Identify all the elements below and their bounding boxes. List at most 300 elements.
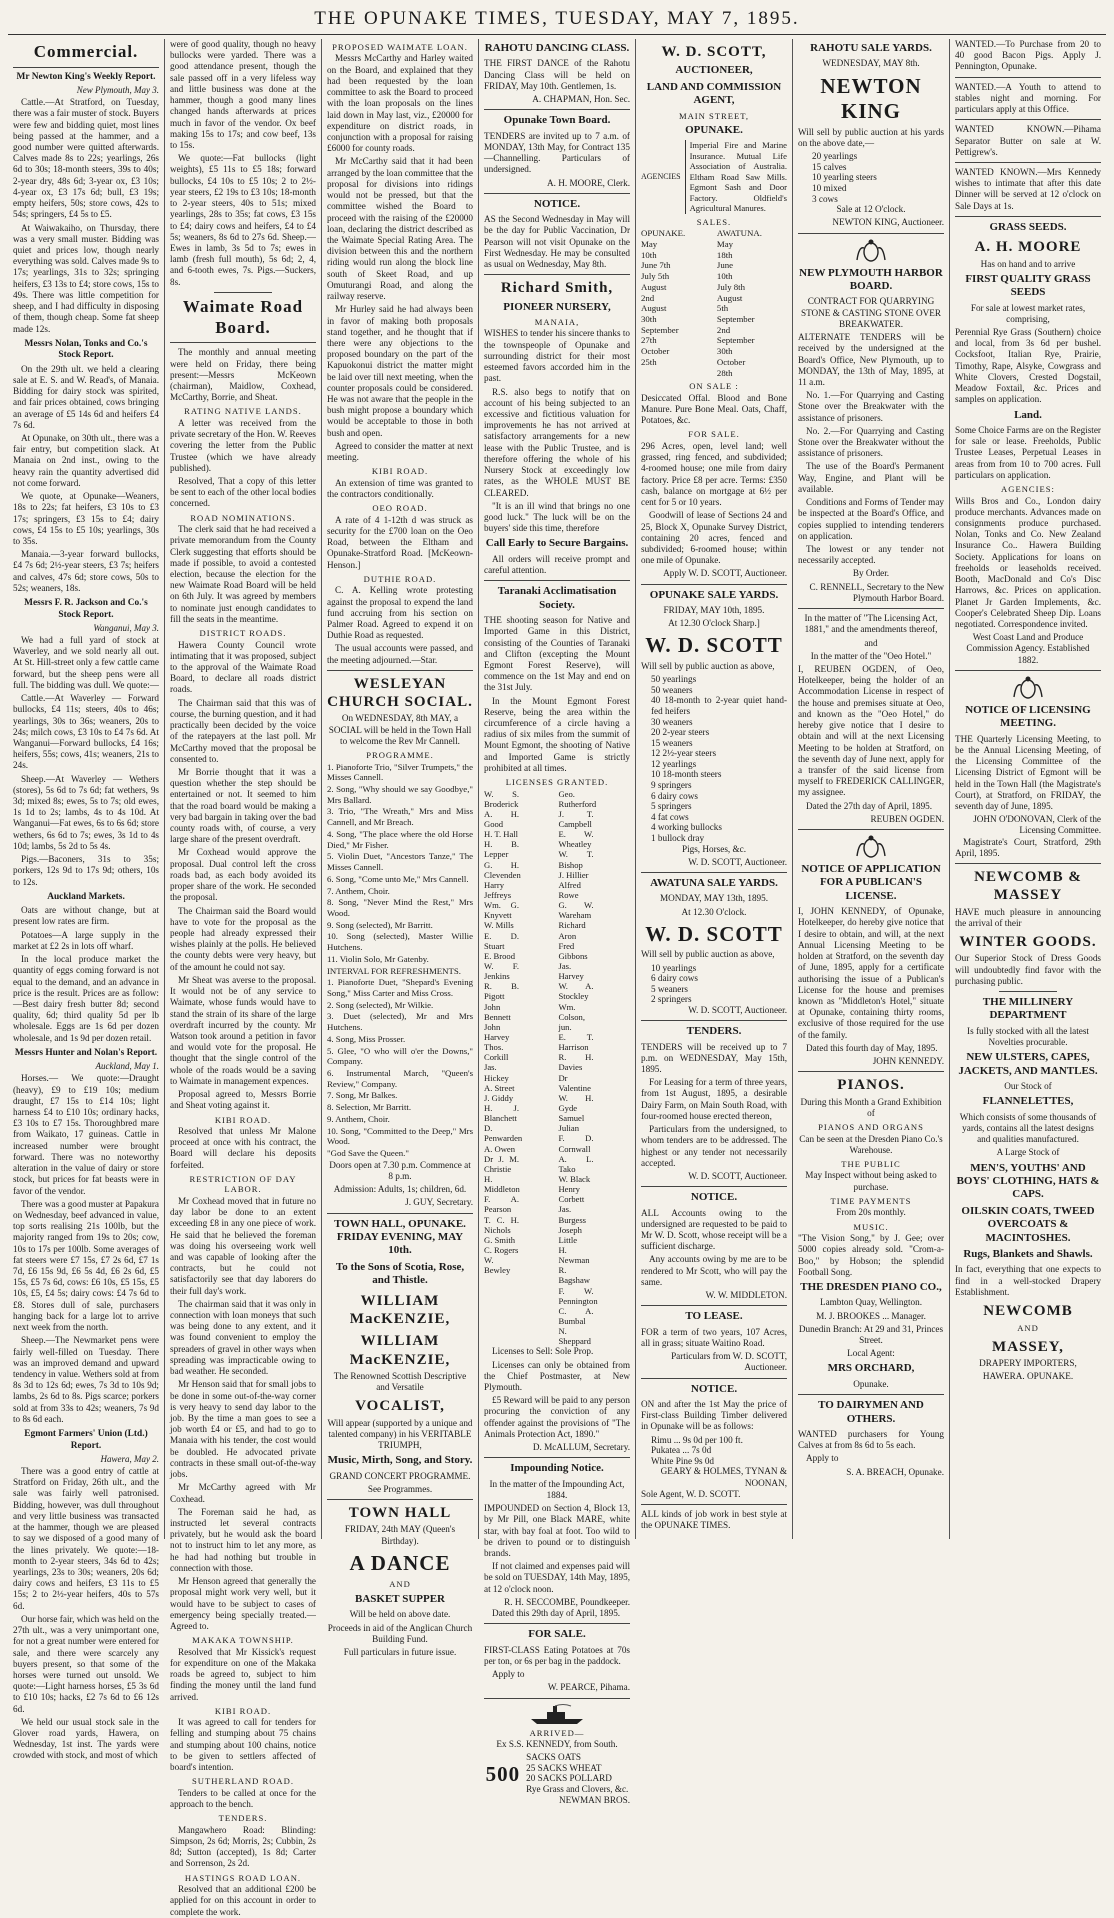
programme-item: 8. Song, "Never Mind the Rest," Mrs Wood. [327, 897, 473, 918]
ad-heading-rahotu-sale-yards: RAHOTU SALE YARDS. [810, 42, 932, 54]
sale-date: June 7th [641, 260, 671, 271]
sale-date: September 27th [641, 324, 679, 346]
article-paragraph: Mr Henson said that for small jobs to be done in some out-of-the-way corner is very heavy to send day labor to the job. By the time a man goes to see a job worth £4 or £5, and had to go to Manaia with his tender, the cost would be doubled. He advocated private contracts in these small out-of-the-way jobs. [170, 1379, 316, 1480]
ad-text: Will sell by public auction as above, [641, 661, 775, 672]
programme-heading: PROGRAMME. [366, 750, 434, 761]
license-name: R. B. Pigott [484, 981, 520, 1002]
ad-text: Any accounts owing by me are to be rendered to Mr Scott, who will pay the same. [641, 1254, 787, 1287]
ad-text: On WEDNESDAY, 8th MAY, a SOCIAL will be held in the Town Hall to welcome the Rev Mr Cannell. [328, 713, 472, 746]
ad-text: ALL kinds of job work in best style at the OPUNAKE TIMES. [641, 1509, 787, 1531]
report-heading: Egmont Farmers' Union (Ltd.) Report. [24, 1429, 148, 1451]
footer-and: AND [1017, 1323, 1039, 1334]
ad-text: WISHES to tender his sincere thanks to the townspeople of Opunake and surrounding district for their most esteemed favors accorded him in the past. [484, 328, 630, 384]
programme-item: 3. Duet (selected), Mr and Mrs Hutchens. [327, 1011, 473, 1033]
ad-bold-line: Music, Mirth, Song, and Story. [327, 1454, 473, 1467]
ad-heading-richard-smith: Richard Smith, [500, 280, 614, 297]
ad-and: AND [389, 1579, 411, 1590]
ad-text: Ex S.S. KENNEDY, from South. [496, 1739, 618, 1750]
ad-text: By Order. [852, 568, 890, 579]
ad-text: See Programmes. [367, 1483, 433, 1494]
stock-item: 20 2-year steers [651, 727, 710, 738]
article-paragraph: Manaia.—3-year forward bullocks, £4 7s 6d; 2½-year steers, £3 7s; heifers and calves, 47s 6d; store cows, 50s to 52s; weaners, 18s. [13, 549, 159, 593]
subheading: RESTRICTION OF DAY LABOR. [189, 1173, 297, 1195]
ad-heading-town-hall-dance: TOWN HALL [348, 1505, 452, 1522]
license-name: A. Street [484, 1082, 515, 1093]
sale-date: May 18th [716, 239, 734, 260]
ad-agent-name: MRS ORCHARD, [827, 1362, 915, 1375]
ad-text: Apply to [492, 1669, 525, 1680]
article-paragraph: An extension of time was granted to the contractors conditionally. [327, 477, 473, 500]
license-name: N. Sheppard [558, 1326, 591, 1347]
article-paragraph: Mr Henson agreed that generally the proposal might work very well, but it would have to be subject to cases of emergency being specially treated.—Agreed to. [170, 1576, 316, 1631]
ad-text: Particulars from the undersigned, to whom tenders are to be addressed. The highest or any tender not necessarily accepted. [641, 1124, 787, 1168]
license-name: Jas. Hickey [484, 1062, 509, 1083]
programme-item: 4. Song, "The place where the old Horse Died," Mr Fisher. [327, 828, 473, 850]
article-paragraph: Mr Coxhead would approve the proposal. Dual control left the cross roads bad, as each body avoided its proper share of the work. He seconded the proposal. [170, 847, 316, 903]
article-paragraph: were of good quality, though no heavy bullocks were yarded. There was a good attendance present, though the sale passed off in a very lifeless way and little business was done at the hammer, though a good many lines changed hands afterwards at prices much in favor of the vendor. Ox beef making 15s to 17s; and cow beef, 13s to 15s. [170, 39, 316, 150]
timber-price-list [641, 1435, 787, 1467]
stock-item: 30 weaners [651, 716, 693, 727]
ad-text: Some Choice Farms are on the Register for sale or lease. Freeholds, Public Trustee Leases, Perpetual Leases in areas from from 10 to 700 acres. Full particulars on application. [955, 424, 1101, 480]
programme-item: "God Save the Queen." [327, 1148, 409, 1159]
ad-text: May Inspect without being asked to purchase. [805, 1170, 937, 1192]
article-paragraph: Agreed to consider the matter at next meeting. [327, 440, 473, 463]
ad-heading-notice: NOTICE. [533, 197, 581, 210]
license-name: Wm. Colson, jun. [558, 1001, 585, 1032]
ad-text: West Coast Land and Produce Commission Agency. Established 1882. [966, 632, 1090, 665]
ad-text: Desiccated Offal. Blood and Bone Manure. Pure Bone Meal. Oats, Chaff, Potatoes, &c. [641, 392, 787, 426]
timber-item: White Pine 9s 0d [651, 1455, 715, 1466]
column-1 [8, 39, 165, 1761]
license-name: W. A. Stockley [558, 981, 594, 1002]
ad-item: SACKS OATS [526, 1752, 582, 1763]
stock-list [641, 963, 787, 1005]
article-paragraph: Potatoes—A large supply in the market at £2 2s in lots off wharf. [13, 929, 159, 951]
dateline: Wanganui, May 3. [93, 623, 159, 634]
programme-item: 6. Instrumental March, "Queen's Review," Company. [327, 1068, 473, 1089]
license-name: E. T. Harrison [558, 1031, 594, 1053]
ad-text: Apply to [806, 1453, 839, 1464]
programme-item: 11. Violin Solo, Mr Gatenby. [327, 953, 429, 964]
ad-text: All orders will receive prompt and careful attention. [484, 553, 630, 576]
article-paragraph: Mangawhero Road: Blinding: Simpson, 2s 6d; Morris, 2s; Cubbin, 2s 8d; Sutton (accepted), 1s 8d; Carter and Sorrenson, 2s 2d. [170, 1824, 316, 1869]
ad-heading-awatuna-sale-yards: AWATUNA SALE YARDS. [650, 876, 778, 889]
stock-item: 10 yearlings [651, 962, 697, 973]
ad-text: Admission: Adults, 1s; children, 6d. [333, 1184, 467, 1195]
timber-item: Rimu ... 9s 0d per 100 ft. [651, 1434, 743, 1445]
ad-text: Dated this 29th day of April, 1895. [492, 1608, 621, 1619]
ad-subheading: PIANOS AND ORGANS [818, 1122, 924, 1133]
ad-text: Wills Bros and Co., London dairy produce merchants. Advances made on consignments produce purchased. Nolan, Tonks and Co. New Zealand Insurance Co.. Hawera Building Society. Applications for loans on freeholds or leaseholds received. Booth, MacDonald and Co's Disc Harrows, &c. Prices on application. Planet Jr Garden Implements, &c. Cooper's Celebrated Sheep Dip. Loans negotiated. Correspondence invited. [955, 495, 1101, 629]
ad-text: I, JOHN KENNEDY, of Opunake, Hotelkeeper, do hereby give notice that I desire to obtain, and will, at the next Annual Licensing Meeting to be holden at Stratford, on the seventh day of June, 1895, apply for a certificate authorising the issue of a Publican's License for the house and premises known as "Middleton's Hotel," situate at Opunake, containing thirty rooms, exclusive of those required for the use of the family. [798, 906, 944, 1040]
ad-subheading: LAND AND COMMISSION AGENT, [646, 80, 782, 107]
columns [8, 39, 1106, 1917]
report-heading: Messrs F. R. Jackson and Co.'s Stock Report. [24, 598, 148, 620]
programme-item: 4. Song, Miss Prosser. [327, 1033, 406, 1044]
subheading: SUTHERLAND ROAD. [192, 1776, 294, 1787]
ad-signature: JOHN O'DONOVAN, Clerk of the Licensing Committee. [973, 814, 1101, 836]
coat-of-arms-icon [851, 834, 891, 860]
sale-date: October 25th [641, 346, 670, 367]
ad-heading-rahotu-dancing: RAHOTU DANCING CLASS. [484, 42, 630, 54]
license-name: Geo. Rutherford [558, 788, 597, 809]
license-name: H. T. Hall [484, 829, 519, 840]
license-name: Thos. Corkill [484, 1042, 509, 1063]
ad-heading-publicans-license: NOTICE OF APPLICATION FOR A PUBLICAN'S LICENSE. [801, 863, 941, 902]
sale-date: August 30th [641, 303, 667, 325]
ad-text: and [864, 637, 878, 648]
ad-heading-licensing-meeting: NOTICE OF LICENSING MEETING. [965, 703, 1091, 730]
ad-signature: S. A. BREACH, Opunake. [846, 1466, 944, 1477]
ad-subheading: FIRST QUALITY GRASS SEEDS [965, 272, 1091, 299]
programme-item: 7. Song, Mr Balkes. [327, 1090, 398, 1101]
ad-heading-wd-scott: W. D. SCOTT, [661, 44, 767, 60]
sales-opunake [641, 228, 711, 378]
license-name: E. D. Stuart [484, 930, 520, 951]
sales-schedule [641, 228, 787, 378]
ad-text: For Leasing for a term of three years, from 1st August, 1895, a desirable Dairy Farm, on Main South Road, with four-roomed house erected thereon, [641, 1077, 787, 1121]
article-paragraph: A letter was received from the private secretary of the Hon. W. Reeves covering the letter from the Public Trustee (which we have already published). [170, 417, 316, 473]
ad-text: "The Vision Song," by J. Gee; over 5000 copies already sold. "Crom-a-Boo," by Hobson; the splendid Football Song. [798, 1233, 944, 1277]
license-name: H. J. Blanchett [484, 1102, 520, 1124]
column-6 [793, 39, 950, 1539]
sale-date: September 30th [716, 335, 755, 357]
ad-bold-line: Call Early to Secure Bargains. [485, 537, 629, 550]
ad-heading-tenders: TENDERS. [686, 1025, 742, 1038]
ad-signature: A. CHAPMAN, Hon. Sec. [532, 94, 630, 105]
stock-item: 5 weaners [651, 983, 688, 994]
programme-item: 2. Song, "Why should we say Goodbye," Mrs Ballard. [327, 784, 473, 805]
dateline: Hawera, May 2. [100, 1454, 159, 1465]
license-name: G. Smith [484, 1234, 516, 1245]
license-name: Alfred Rowe [558, 879, 581, 901]
ad-text: From 20s monthly. [836, 1207, 906, 1218]
license-name: E. W. Wheatley [558, 829, 594, 850]
stock-item: 4 working bullocks [651, 822, 722, 833]
ad-heading-town-hall: TOWN HALL, OPUNAKE. FRIDAY EVENING, MAY 10th. [334, 1217, 466, 1257]
ad-mens-clothing: MEN'S, YOUTHS' AND BOYS' CLOTHING, HATS & CAPS. [956, 1161, 1100, 1201]
ad-item: 25 SACKS WHEAT [526, 1762, 602, 1773]
ad-subheading: PIONEER NURSERY, [503, 300, 611, 313]
ad-rugs: Rugs, Blankets and Shawls. [963, 1248, 1093, 1261]
programme-item: 6. Song, "Come unto Me," Mrs Cannell. [327, 873, 469, 884]
ad-text: During this Month a Grand Exhibition of [800, 1096, 942, 1118]
ad-item: 20 SACKS POLLARD [526, 1773, 612, 1784]
license-name: G. H. Clevenden [484, 859, 521, 880]
sales-awatuna [717, 228, 787, 378]
on-sale-heading: ON SALE : [689, 381, 739, 392]
ad-text: £5 Reward will be paid to any person procuring the conviction of any offender against the provisions of "The Animals Protection Act, 1890." [484, 1395, 630, 1439]
article-paragraph: Horses.— We quote:—Draught (heavy), £9 to £19 10s; medium draught, £7 15s to £14 10s; light harness £4 to £10 10s; ordinary hacks, £3 10s to £7 15s. Thoroughbred mare from Waikato, 17 guineas. Cattle in increased number were brought forward. There was no noteworthy alteration in the value of dairy or store stock, but prices for fat beasts were in favor of the vendor. [13, 1073, 159, 1196]
license-name: John Bennett [484, 1001, 511, 1022]
ad-text: Pigs, Horses, &c. [681, 843, 747, 854]
article-paragraph: On the 29th ult. we held a clearing sale at E. S. and W. Read's, of Manaia. Bidding for dairy stock was spirited, and fair prices obtained, cows bringing an average of £5 14s 6d and heifers £4 7s 6d. [13, 363, 159, 430]
license-name: Dr J. M. Christie [484, 1153, 520, 1174]
ad-text: Local Agent: [847, 1348, 895, 1359]
coat-of-arms-icon [851, 238, 891, 264]
ad-flannelettes: FLANNELETTES, [982, 1095, 1074, 1108]
article-paragraph: We had a full yard of stock at Waverley, and we sold nearly all out. At St. Hill-street only a few cattle came forward, but the sheep pens were all full. The bidding was dull. We quote:— [13, 634, 159, 690]
sale-date: July 8th [716, 281, 746, 292]
article-paragraph: Mr Coxhead moved that in future no day labor be done to an extent exceeding £8 in any one piece of work. He said that he believed the foreman was doing his overseeing work well and was capable of looking after the contracts, but he could not satisfactorily see that day laborers do their full day's work. [170, 1195, 316, 1296]
auctioneer-name: W. D. SCOTT [645, 633, 783, 658]
ad-text: 296 Acres, open, level land; well grassed, ring fenced, and subdivided; 4-roomed house; one mile from dairy factory. Price £8 per acre. Terms: £350 cash, balance on mortgage at 6½ per cent for 5 or 10 years. [641, 440, 787, 508]
masthead: THE OPUNAKE TIMES, TUESDAY, MAY 7, 1895. [8, 6, 1106, 35]
license-name: W. Bewley [484, 1255, 511, 1276]
stock-item: 12 yearlings [651, 758, 697, 769]
license-name: Dr Valentine [558, 1072, 591, 1093]
license-name: Samuel Julian [558, 1113, 585, 1134]
license-name: Fred Gibbons [558, 940, 588, 961]
article-paragraph: There was a good entry of cattle at Stratford on Friday, 26th ult., and the sale was fairly well patronised. Bidding, however, was dull throughout and very little business was transacted at the hammer, though we are pleased to say we disposed of a good many of the lines privately. We quote:—18-month to 2-year steers, 34s 6d to 42s; yearlings, 23s to 30s; weaners, 20s 6d; dairy cows and heifers, £3 11s to £5 15s; 2 to 2½-year heifers, 40s to 57s 6d. [13, 1466, 159, 1611]
for-sale-heading: FOR SALE. [688, 429, 740, 440]
ad-signature: NEWTON KING, Auctioneer. [832, 217, 944, 228]
wanted-ad: WANTED KNOWN.—Mrs Kennedy wishes to intimate that after this date Dinner will be served at 12 o'clock on Sale Days at 1s. [955, 166, 1101, 211]
coat-of-arms-icon [1008, 675, 1048, 701]
license-name: T. C. H. Nichols [484, 1214, 520, 1235]
ad-heading-for-sale: FOR SALE. [528, 1628, 586, 1641]
license-name: W. H. Gyde [558, 1092, 594, 1113]
agencies-label: AGENCIES [641, 172, 681, 182]
ad-text: I, REUBEN OGDEN, of Oeo, Hotelkeeper, being the holder of an Accommodation License in respect of the house and premises situate at Oeo, and known as the "Oeo Hotel," do hereby give notice that I desire to obtain and will at the next Licensing Meeting to be holden at Stratford, on the seventh day of June next, apply for a transfer of the said license from myself to FREDERICK CALLINGER, my assignee. [798, 663, 944, 798]
ad-text: In the matter of the Impounding Act, 1884. [489, 1478, 625, 1500]
stock-list [798, 151, 944, 204]
ad-text: The use of the Board's Permanent Way, Engine, and Plant will be available. [798, 461, 944, 494]
ad-text: The lowest or any tender not necessarily accepted. [798, 544, 944, 566]
sale-date: May 10th [641, 239, 658, 260]
article-paragraph: It was agreed to call for tenders for felling and stumping about 75 chains and stumping about 100 chains, notice to be given to settlers affected of board's intention. [170, 1717, 316, 1773]
ad-arrived: ARRIVED— [529, 1727, 585, 1738]
ad-text: MONDAY, MAY 13th, 1895. [659, 893, 769, 904]
ad-text: ALTERNATE TENDERS will be received by the undersigned at the Board's Office, New Plymouth, up to MONDAY, the 13th of May, 1895, at 11 a.m. [798, 332, 944, 387]
ad-supper: BASKET SUPPER [355, 1592, 445, 1605]
ad-text: FIRST-CLASS Eating Potatoes at 70s per ton, or 6s per bag in the paddock. [484, 1644, 630, 1666]
article-paragraph: Mr Hurley said he had always been in favor of making both proposals stand together, and he thought that if there were any objections to the proposed boundary on the part of the Kapuokonui district the matter might be laid over till next meeting, when the counter proposals could be considered. He was not aware that the people in the bush might propose a boundary which would be acceptable to those in both bush and open. [327, 304, 473, 438]
ad-heading-notice: NOTICE. [690, 1382, 738, 1395]
licenses-right [558, 789, 630, 1347]
ad-heading-opunake-sale-yards: OPUNAKE SALE YARDS. [649, 588, 779, 601]
article-paragraph: Pigs.—Baconers, 31s to 35s; porkers, 12s 9d to 17s 9d; others, 10s to 12s. [13, 854, 159, 887]
sales-heading: SALES. [696, 216, 732, 227]
steamship-icon [527, 1703, 587, 1725]
ad-signature: GEARY & HOLMES, TYNAN & NOONAN, [660, 1466, 787, 1488]
programme-item: 3. Trio, "The Wreath," Mrs and Miss Cannell, and Mr Breach. [327, 806, 473, 828]
ad-signature: W. W. MIDDLETON. [705, 1290, 787, 1301]
ad-winter-goods: WINTER GOODS. [959, 934, 1097, 951]
ad-text: TENDERS will be received up to 7 p.m. on WEDNESDAY, May 15th, 1895. [641, 1041, 787, 1074]
ad-text: Proceeds in aid of the Anglican Church Building Fund. [327, 1622, 473, 1644]
dateline: New Plymouth, May 3. [76, 85, 159, 96]
ad-sacks-block [484, 1752, 630, 1794]
ad-text: GRAND CONCERT PROGRAMME. [329, 1470, 471, 1481]
subheading: HASTINGS ROAD LOAN. [184, 1872, 302, 1883]
vocalist-label: VOCALIST, [355, 1398, 445, 1415]
licenses-list [484, 789, 630, 1347]
article-paragraph: The Foreman said he had, as instructed let several contracts privately, but he would ask the board not to instruct him to let any more, as he had had nothing but trouble in connection with those. [170, 1506, 316, 1573]
sale-date: August 2nd [641, 281, 667, 303]
license-name: Jas. Burgess [558, 1204, 587, 1225]
subheading: OEO ROAD. [372, 503, 428, 514]
ad-text: No. 2.—For Quarrying and Casting Stone over the Breakwater without the assistance of prisoners. [798, 425, 944, 459]
report-heading: Messrs Hunter and Nolan's Report. [14, 1047, 158, 1058]
license-name: D. Penwarden [484, 1123, 523, 1144]
license-name: H. Middleton [484, 1173, 520, 1195]
article-paragraph: The chairman said that it was only in connection with loan moneys that such was being done to any extent, and it was found convenient to employ the spreaders of gravel in other ways when spreading was impracticable owing to bad weather. He seconded. [170, 1298, 316, 1377]
stock-item: 10 yearling steers [812, 172, 877, 183]
ad-subheading: To the Sons of Scotia, Rose, and Thistle. [335, 1260, 465, 1287]
article-paragraph: Sheep.—At Waverley — Wethers (stores), 5s 6d to 7s 6d; fat wethers, 9s 3d; mixed 8s; ewes, 5s to 7s; old ewes, 1s 1d to 2s; lambs, 4s to 4s 10d. At Wanganui—Fat ewes, 6s to 6s 6d; store wethers, 6s 6d to 7s; ewes, 3s 1d to 4s 10d; lambs, 5s 2d to 5s 4s. [13, 773, 159, 851]
sale-date: AWATUNA. [716, 228, 762, 239]
license-name: W. Mills [484, 920, 514, 931]
ad-text: Lambton Quay, Wellington. [819, 1297, 923, 1308]
ad-subheading: MUSIC. [853, 1221, 889, 1232]
subheading: KIBI ROAD. [371, 466, 429, 477]
article-paragraph: Mr Sheat was averse to the proposal. It would not be of any service to Waimate, whose funds would have to stand the strain of its share of the large overdraft incurred by the county. Mr Watson took around a petition in favor and would vote for the proposal. He thought that the single control of the whole of the roads would be a saving to Waimate in management expences. [170, 974, 316, 1086]
ad-text: DRAPERY IMPORTERS, [979, 1358, 1077, 1369]
ad-signature: A. H. MOORE, Clerk. [547, 177, 630, 188]
ad-text: Doors open at 7.30 p.m. Commence at 8 p.m. [329, 1159, 471, 1181]
license-name: F. D. Cornwall [558, 1133, 594, 1154]
ad-text: At 12.30 O'clock Sharp.] [668, 618, 760, 629]
article-paragraph: Resolved, That a copy of this letter be sent to each of the other local bodies concerned. [170, 475, 316, 509]
license-name: John Harvey [484, 1021, 510, 1042]
ad-signature: Particulars from W. D. SCOTT, Auctioneer. [671, 1351, 787, 1373]
subheading: DISTRICT ROADS. [199, 628, 287, 639]
ad-signature: D. McALLUM, Secretary. [532, 1442, 630, 1453]
stock-list [641, 674, 787, 843]
ad-signature: W. D. SCOTT, Auctioneer. [688, 1004, 787, 1015]
ad-text: Licenses to Sell: Sole Prop. [492, 1346, 594, 1357]
auctioneer-name: NEWTON KING [820, 73, 922, 124]
ad-heading-dairymen: TO DAIRYMEN AND OTHERS. [818, 1399, 924, 1425]
ad-heading-notice: NOTICE. [690, 1191, 738, 1204]
ad-dance-title: A DANCE [349, 1550, 451, 1575]
license-name: W. S. Broderick [484, 788, 520, 809]
performer-name-repeat: WILLIAM MacKENZIE, [349, 1333, 451, 1368]
ad-town: OPUNAKE. [685, 124, 743, 136]
license-name: Richard Aron [558, 920, 586, 941]
ad-text: FRIDAY, MAY 10th, 1895. [663, 605, 765, 615]
article-paragraph: Resolved that Mr Kissick's request for expenditure on one of the Makaka roads be agreed to, subject to him finding the money until the land fund arrived. [170, 1646, 316, 1702]
ad-text: THE shooting season for Native and Imported Game in this District, consisting of the Counties of Taranaki and Clifton (excepting the Mount Egmont Forest Reserve), will commence on the 1st May and end on the 31st July. [484, 615, 630, 693]
article-paragraph: Oats are without change, but at present low rates are firm. [13, 905, 159, 927]
article-paragraph: At Opunake, on 30th ult., there was a fair entry, but competition slack. At Manaia on 2nd inst., owing to the heavy rain the quantity advertised did not come forward. [13, 433, 159, 488]
programme-item: INTERVAL FOR REFRESHMENTS. [327, 965, 461, 976]
stock-item: 6 dairy cows [651, 973, 698, 984]
ad-text: HAWERA. OPUNAKE. [982, 1371, 1074, 1382]
ad-ulsters: NEW ULSTERS, CAPES, JACKETS, AND MANTLES. [958, 1051, 1098, 1077]
ad-heading-ah-moore: A. H. MOORE [974, 239, 1082, 256]
performer-name: WILLIAM MacKENZIE, [349, 1292, 451, 1327]
ad-heading-to-lease: TO LEASE. [685, 1310, 743, 1323]
programme-item: 9. Anthem, Choir. [327, 1113, 390, 1124]
subheading: RATING NATIVE LANDS. [184, 406, 302, 417]
ad-text: IMPOUNDED on Section 4, Block 13, by Mr Pill, one Black MARE, white star, with bay foal at foot. Too wild to be driven to pound or to distinguish brands. [484, 1503, 630, 1559]
ad-text: At 12.30 O'clock. [681, 906, 747, 917]
license-name: R. H. Davies [558, 1052, 594, 1073]
programme-list [327, 762, 473, 1159]
ad-text: "It is an ill wind that brings no one good luck." The luck will be on the buyers' side this time, therefore [484, 500, 630, 534]
ad-signature: Apply W. D. SCOTT, Auctioneer. [663, 568, 787, 579]
license-name: C. Rogers [484, 1244, 519, 1255]
wanted-ad: WANTED KNOWN.—Pihama Separator Butter on sale at W. Pettigrew's. [955, 124, 1101, 157]
wanted-ad: WANTED.—A Youth to attend to stables night and morning. For particulars apply at this Office. [955, 81, 1101, 115]
ad-text: FOR a term of two years, 107 Acres, all in grass; situate Waitino Road. [641, 1326, 787, 1348]
ad-signature: NEWMAN BROS. [559, 1794, 630, 1805]
license-name: Henry Corbett [558, 1184, 585, 1205]
subheading: KIBI ROAD. [214, 1114, 272, 1125]
ad-text: Opunake. [853, 1378, 889, 1389]
ad-text: M. J. BROOKES ... Manager. [816, 1310, 926, 1321]
wanted-ad: WANTED.—To Purchase from 20 to 40 good Bacon Pigs. Apply J. Pennington, Opunake. [955, 39, 1101, 72]
ad-text: Conditions and Forms of Tender may be inspected at the Board's Office, and copies supplied to intending tenderers on application. [798, 497, 944, 541]
ad-subheading: AUCTIONEER, [675, 64, 753, 77]
ad-subheading: TIME PAYMENTS [830, 1195, 912, 1206]
ad-heading-grass-seeds: GRASS SEEDS. [989, 220, 1067, 233]
ad-place: MANAIA, [534, 316, 580, 327]
article-paragraph: C. A. Kelling wrote protesting against the proposal to expend the land fund accruing from his section on Palmer Road. Agreed to expend it on Duthie Road as requested. [327, 585, 473, 641]
ad-text: Sale at 12 O'clock. [836, 204, 906, 215]
sale-date: OPUNAKE. [641, 228, 686, 239]
programme-item: 7. Anthem, Choir. [327, 885, 390, 896]
license-name: Harry Jeffreys [484, 879, 512, 901]
license-name: A. Owen [484, 1143, 516, 1154]
license-name: Joseph Little [558, 1224, 582, 1245]
license-name: G. W. Wareham [558, 900, 594, 921]
subheading: KIBI ROAD. [214, 1705, 272, 1716]
stock-item: 50 weaners [651, 684, 693, 695]
ad-heading-newcomb-massey: NEWCOMB & MASSEY [974, 869, 1082, 904]
ad-text: In fact, everything that one expects to find in a well-stocked Drapery Establishment. [955, 1264, 1101, 1297]
article-paragraph: We quote:—Fat bullocks (light weights), £5 11s to £5 18s; forward bullocks, £4 10s to £5 10s; 2 to 2½-year steers, £2 19s to £3 10s; 18-month to 2-year steers, 40s to 51s; mixed yearlings, 28s to 35s; fat cows, £3 15s to £4; dairy cows and heifers, £4 to £4 5s; weaners, 8s 6d to 27s 6d. Sheep.—Ewes in lamb, 3s 5d to 7s; ewes in lamb (fresh full mouth), 5s 6d; 2, 4, and 6-tooth ewes, 7s. Pigs.—Suckers, 8s. [170, 153, 316, 287]
stock-item: 10 18-month steers [651, 769, 722, 780]
article-paragraph: We held our usual stock sale in the Glover road yards, Hawera, on Wednesday, 1st inst. The yards were crowded with stock, and most of which [13, 1716, 159, 1761]
programme-item: 5. Violin Duet, "Ancestors Tanze," The Misses Cannell. [327, 851, 473, 873]
ad-signature: W. D. SCOTT, Auctioneer. [688, 1170, 787, 1181]
article-paragraph: In the local produce market the quantity of eggs coming forward is not equal to the demand, and an advance in price is the result. Prices are as follow:—Best dairy fresh butter 8d; second quality, 6d; third quality 5d per lb wholesale. Eggs are 1s 6d per dozen wholesale, and 1s 9d per dozen retail. [13, 954, 159, 1043]
stock-item: 3 cows [812, 193, 838, 204]
stock-item: 15 weaners [651, 737, 693, 748]
ad-text: Will be held on above date. [349, 1609, 451, 1620]
stock-item: 1 bullock dray [651, 832, 705, 843]
license-name: H. Newman [558, 1244, 590, 1266]
ad-text: A Large Stock of [996, 1147, 1060, 1158]
license-name: A. H. Good [484, 808, 520, 830]
stock-item: 9 springers [651, 780, 692, 791]
license-name: J. T. Campbell [558, 808, 594, 830]
stock-item: 10 mixed [812, 183, 847, 194]
programme-item: 1. Pianoforte Duet, "Shepard's Evening Song," Miss Carter and Miss Cross. [327, 977, 473, 998]
ad-text: No. 1.—For Quarrying and Casting Stone over the Breakwater with the assistance of prisoners. [798, 390, 944, 423]
ad-heading-pianos: PIANOS. [837, 1077, 905, 1094]
license-name: Wm. G. Knyvett [484, 900, 520, 921]
auctioneer-name: W. D. SCOTT [645, 921, 783, 946]
ad-text: WEDNESDAY, MAY 8th. [822, 58, 920, 69]
ad-text: TENDERS are invited up to 7 a.m. of MONDAY, 13th May, for Contract 135—Channelling. Particulars of undersigned. [484, 130, 630, 175]
article-paragraph: Hawera County Council wrote intimating that it was proposed, subject to the approval of the Waimate Road Board, to declare all roads district roads. [170, 639, 316, 695]
ad-text: Will sell by public auction at his yards on the above date,— [798, 126, 944, 149]
ad-text: Can be seen at the Dresden Piano Co.'s Warehouse. [799, 1133, 943, 1155]
license-name: W. F. Jenkins [484, 961, 520, 982]
ad-heading-harbor-board: NEW PLYMOUTH HARBOR BOARD. [799, 266, 943, 293]
ad-text: For sale at lowest market rates, comprising, [970, 302, 1086, 324]
article-paragraph: Cattle.—At Waverley — Forward bullocks, £4 11s; steers, 40s to 46s; yearlings, 30s to 36s; weaners, 20s to 24s; milch cows, £3 10s to £4 7s 6d. At Wanganui—Forward bullocks, £4 16s; heifers, 55s; cows, 41s; weaners, 21s to 24s. [13, 693, 159, 771]
stock-item: 20 yearlings [812, 151, 858, 162]
license-name: A. L. Tako [558, 1153, 594, 1174]
programme-item: 10. Song (selected), Master Willie Hutchens. [327, 931, 473, 953]
timber-item: Pukatea ... 7s 0d [651, 1445, 712, 1456]
article-paragraph: At Waiwakaiho, on Thursday, there was a very small muster. Bidding was quiet and prices low, though nearly everything was sold. Calves made 9s to 17s; yearlings, 31s to 32s; springing heifers, £3 13s to £4; store cows, 15s to 49s. There was little competition for sheep, and I had difficulty in disposing of them, though cheap. Some fat sheep made 12s. [13, 222, 159, 334]
